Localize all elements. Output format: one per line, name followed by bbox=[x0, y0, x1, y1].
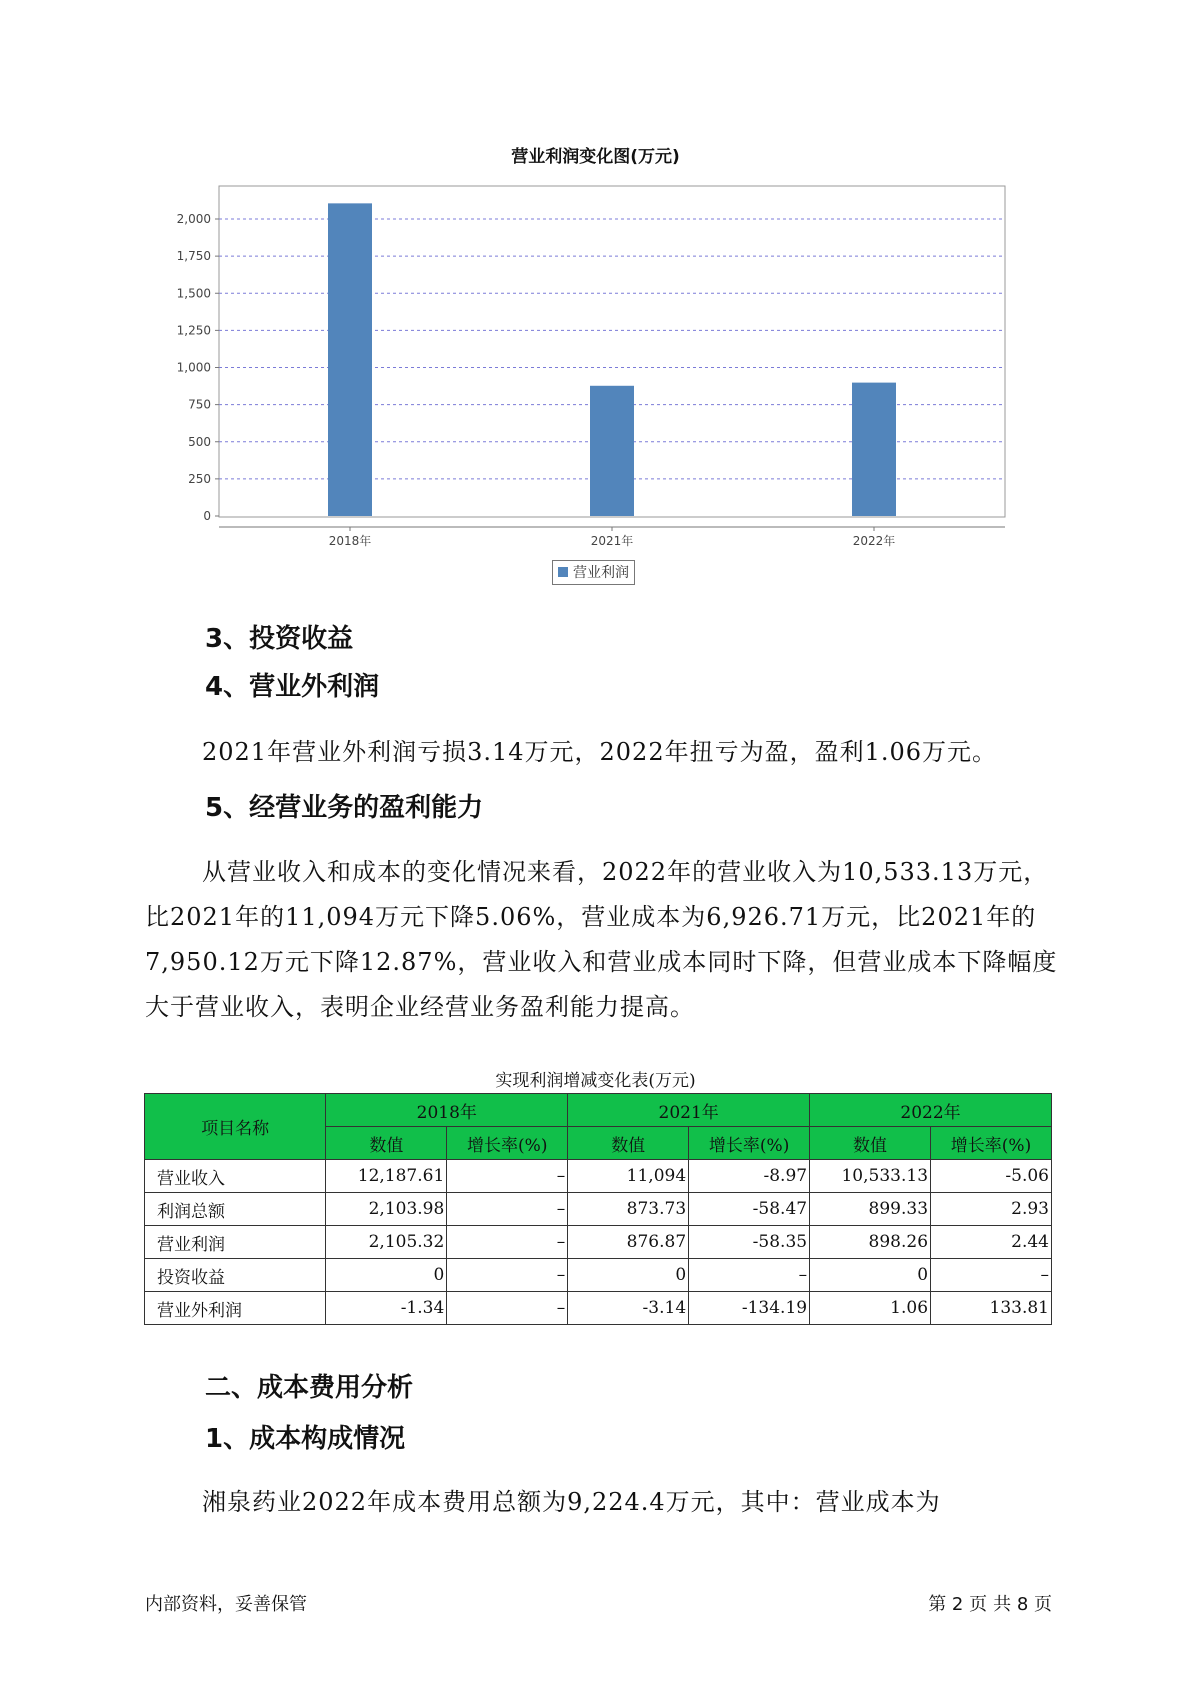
row-name: 利润总额 bbox=[145, 1193, 326, 1226]
y-tick-label: 250 bbox=[188, 471, 211, 486]
cell: -134.19 bbox=[689, 1292, 810, 1325]
section-heading-investment: 3、投资收益 bbox=[205, 624, 354, 654]
cell: 876.87 bbox=[568, 1226, 689, 1259]
cell: 898.26 bbox=[810, 1226, 931, 1259]
y-tick-label: 1,500 bbox=[176, 286, 211, 301]
profit-change-table bbox=[144, 1093, 1052, 1325]
table-row bbox=[145, 1259, 1052, 1292]
cell: 873.73 bbox=[568, 1193, 689, 1226]
cell: 2,105.32 bbox=[326, 1226, 447, 1259]
cell: -5.06 bbox=[931, 1160, 1052, 1193]
footer-page-number bbox=[928, 1590, 1052, 1616]
paragraph-cost-structure: 湘泉药业2022年成本费用总额为9,224.4万元，其中：营业成本为 bbox=[202, 1488, 941, 1516]
table-row bbox=[145, 1226, 1052, 1259]
table-title: 实现利润增减变化表(万元) bbox=[495, 1071, 696, 1091]
cell: -58.35 bbox=[689, 1226, 810, 1259]
y-tick-label: 2,000 bbox=[176, 212, 211, 226]
footer-page-label: 第 2 页 bbox=[928, 1594, 988, 1615]
cell: 133.81 bbox=[931, 1292, 1052, 1325]
header-value: 数值 bbox=[568, 1127, 689, 1160]
cell: -58.47 bbox=[689, 1193, 810, 1226]
cell: – bbox=[447, 1160, 568, 1193]
row-name: 投资收益 bbox=[145, 1259, 326, 1292]
bar bbox=[852, 383, 896, 516]
header-item-name: 项目名称 bbox=[145, 1094, 326, 1160]
bar bbox=[328, 203, 372, 516]
cell: 0 bbox=[326, 1259, 447, 1292]
row-name: 营业收入 bbox=[145, 1160, 326, 1193]
footer-confidential-note: 内部资料，妥善保管 bbox=[145, 1594, 307, 1615]
cell: -8.97 bbox=[689, 1160, 810, 1193]
table-row bbox=[145, 1193, 1052, 1226]
x-tick-label: 2022年 bbox=[852, 534, 896, 548]
cell: 0 bbox=[810, 1259, 931, 1292]
y-tick-label: 750 bbox=[188, 397, 211, 412]
table-row bbox=[145, 1160, 1052, 1193]
legend-label: 营业利润 bbox=[573, 565, 629, 581]
y-tick-label: 1,750 bbox=[176, 249, 211, 264]
cell: -3.14 bbox=[568, 1292, 689, 1325]
header-growth: 增长率(%) bbox=[689, 1127, 810, 1160]
cell: 11,094 bbox=[568, 1160, 689, 1193]
row-name: 营业利润 bbox=[145, 1226, 326, 1259]
bar bbox=[590, 386, 634, 516]
cell: – bbox=[689, 1259, 810, 1292]
cell: – bbox=[447, 1292, 568, 1325]
y-tick-label: 1,000 bbox=[176, 360, 211, 375]
x-tick-label: 2021年 bbox=[590, 534, 634, 548]
paragraph-profitability: 从营业收入和成本的变化情况来看，2022年的营业收入为10,533.13万元，比2021年的11,094万元下降5.06%，营业成本为6,926.71万元，比2021年的7,950.12万元下降12.87%，营业收入和营业成本同时下降，但营业成本下降幅度大于营业收入，表明企业经营业务盈利能力提高。 bbox=[145, 858, 1058, 1021]
cell: 10,533.13 bbox=[810, 1160, 931, 1193]
header-value: 数值 bbox=[810, 1127, 931, 1160]
cell: 1.06 bbox=[810, 1292, 931, 1325]
cell: 2.44 bbox=[931, 1226, 1052, 1259]
footer-total-label: 共 8 页 bbox=[993, 1594, 1052, 1615]
cell: 2.93 bbox=[931, 1193, 1052, 1226]
section-heading-cost-structure: 1、成本构成情况 bbox=[205, 1424, 406, 1454]
cell: – bbox=[447, 1226, 568, 1259]
section-heading-profitability: 5、经营业务的盈利能力 bbox=[205, 793, 484, 823]
cell: 899.33 bbox=[810, 1193, 931, 1226]
profit-bar-chart bbox=[0, 0, 1191, 600]
row-name: 营业外利润 bbox=[145, 1292, 326, 1325]
x-tick-label: 2018年 bbox=[328, 534, 372, 548]
table-row bbox=[145, 1292, 1052, 1325]
y-tick-label: 1,250 bbox=[176, 323, 211, 338]
section-heading-cost-analysis: 二、成本费用分析 bbox=[205, 1373, 414, 1403]
header-growth: 增长率(%) bbox=[447, 1127, 568, 1160]
cell: 12,187.61 bbox=[326, 1160, 447, 1193]
cell: – bbox=[447, 1259, 568, 1292]
header-year: 2021年 bbox=[568, 1094, 810, 1127]
header-year: 2018年 bbox=[326, 1094, 568, 1127]
cell: – bbox=[931, 1259, 1052, 1292]
section-heading-nonoperating: 4、营业外利润 bbox=[205, 672, 380, 702]
legend-swatch bbox=[558, 567, 568, 577]
cell: – bbox=[447, 1193, 568, 1226]
y-tick-label: 500 bbox=[188, 434, 211, 449]
cell: -1.34 bbox=[326, 1292, 447, 1325]
cell: 0 bbox=[568, 1259, 689, 1292]
header-value: 数值 bbox=[326, 1127, 447, 1160]
chart-title: 营业利润变化图(万元) bbox=[511, 147, 680, 167]
y-tick-label: 0 bbox=[203, 509, 211, 523]
header-year: 2022年 bbox=[810, 1094, 1052, 1127]
cell: 2,103.98 bbox=[326, 1193, 447, 1226]
header-growth: 增长率(%) bbox=[931, 1127, 1052, 1160]
paragraph-nonoperating: 2021年营业外利润亏损3.14万元，2022年扭亏为盈，盈利1.06万元。 bbox=[202, 738, 998, 766]
chart-legend bbox=[552, 560, 635, 585]
